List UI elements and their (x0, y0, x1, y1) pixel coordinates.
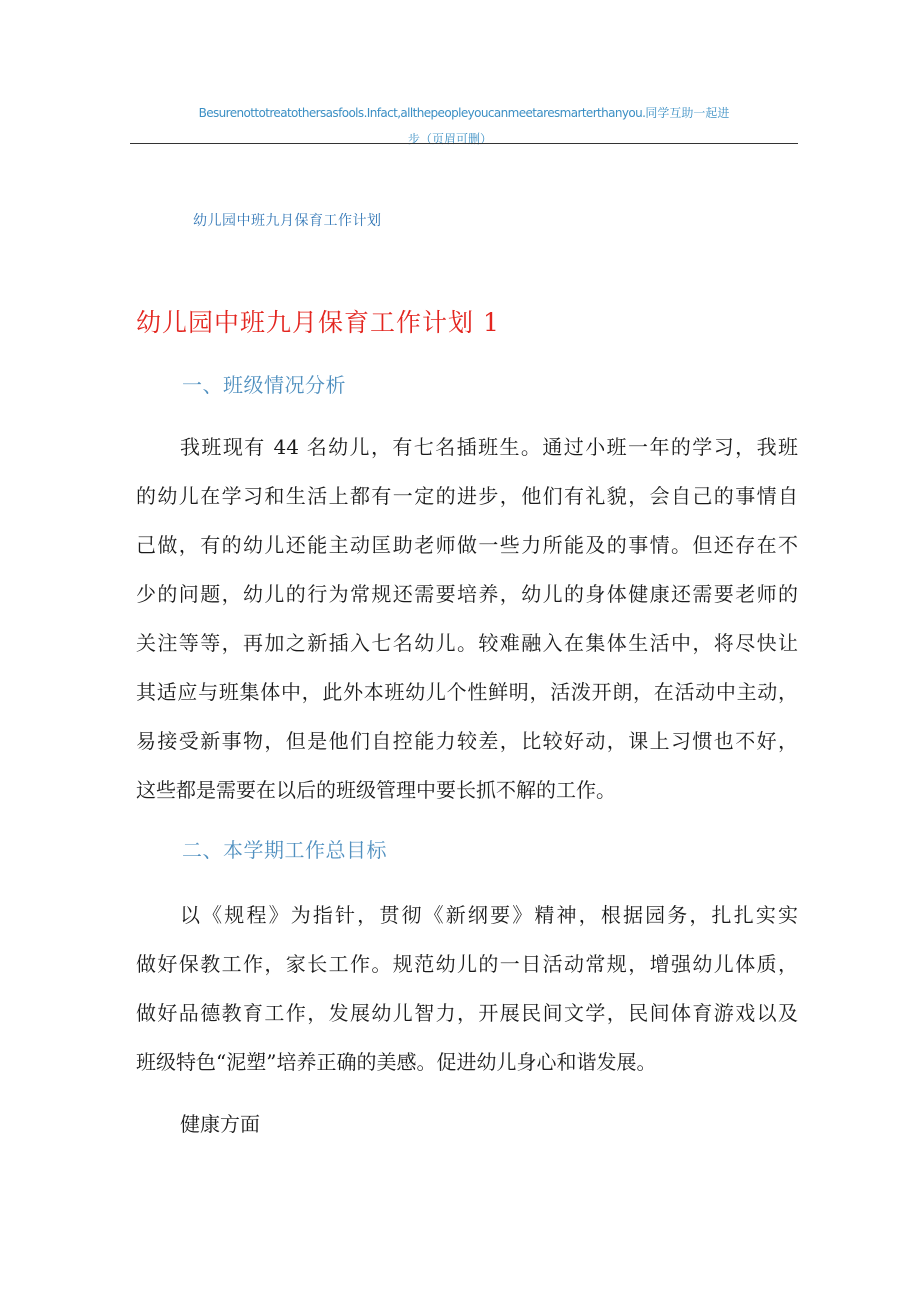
section-heading-1: 一、班级情况分析 (182, 373, 346, 397)
header-english-text: Besurenottotreatothersasfools.Infact,allthepeopleyoucanmeetaresmarterthanyou. (198, 106, 646, 120)
paragraph-line: 做好品德教育工作，发展幼儿智力，开展民间文学，民间体育游戏以及 (136, 1001, 798, 1025)
section-2-paragraph (136, 891, 798, 1087)
section-heading-2: 二、本学期工作总目标 (182, 838, 387, 862)
section-1-paragraph (136, 423, 798, 815)
header-chinese-text: 同学互助一起进 (645, 106, 730, 120)
subheading-health: 健康方面 (180, 1112, 260, 1136)
header-divider (130, 143, 798, 144)
paragraph-line: 己做，有的幼儿还能主动匡助老师做一些力所能及的事情。但还存在不 (136, 533, 798, 557)
paragraph-line: 少的问题，幼儿的行为常规还需要培养，幼儿的身体健康还需要老师的 (136, 582, 798, 606)
page-header (130, 100, 798, 152)
paragraph-line: 易接受新事物，但是他们自控能力较差，比较好动，课上习惯也不好， (136, 729, 798, 753)
header-line-2: 步（页眉可删） (407, 132, 492, 146)
paragraph-line: 做好保教工作，家长工作。规范幼儿的一日活动常规，增强幼儿体质， (136, 952, 798, 976)
paragraph-line: 以《规程》为指针，贯彻《新纲要》精神，根据园务，扎扎实实 (180, 903, 798, 927)
paragraph-line: 其适应与班集体中，此外本班幼儿个性鲜明，活泼开朗，在活动中主动， (136, 680, 798, 704)
main-title: 幼儿园中班九月保育工作计划 1 (136, 308, 500, 337)
paragraph-line: 我班现有 44 名幼儿，有七名插班生。通过小班一年的学习，我班 (180, 435, 798, 459)
document-subtitle: 幼儿园中班九月保育工作计划 (193, 213, 382, 229)
paragraph-line: 这些都是需要在以后的班级管理中要长抓不解的工作。 (136, 778, 616, 802)
paragraph-line: 的幼儿在学习和生活上都有一定的进步，他们有礼貌，会自己的事情自 (136, 484, 798, 508)
paragraph-line: 班级特色“泥塑”培养正确的美感。促进幼儿身心和谐发展。 (136, 1050, 657, 1074)
paragraph-line: 关注等等，再加之新插入七名幼儿。较难融入在集体生活中，将尽快让 (136, 631, 798, 655)
